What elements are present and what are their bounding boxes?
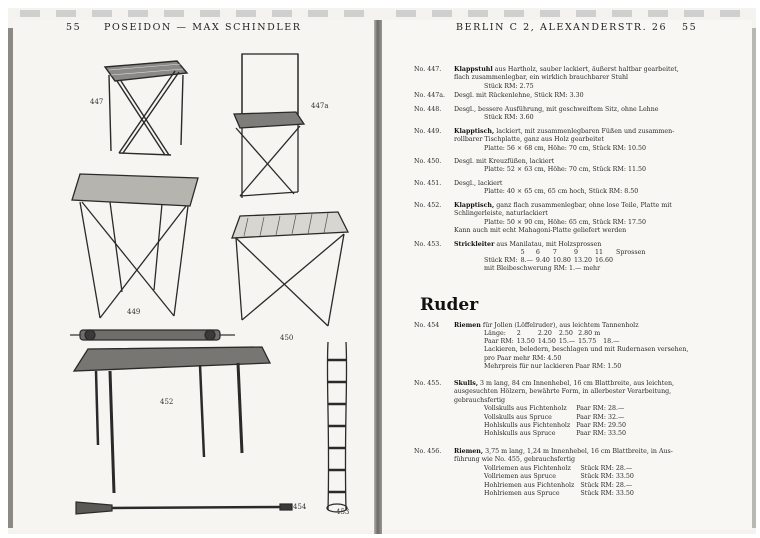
oar-454-illustration [74,498,294,516]
variant-price: Stück RM: 33.50 [580,490,634,498]
pair-price: 14.50 [537,338,556,346]
item-title: Riemen, [454,448,484,455]
sprossen-count: 6 [535,249,540,257]
ladder-note: mit Bleibeschwerung RM: 1.— mehr [484,265,601,273]
item-price: Platte: 40 × 65 cm, 65 cm hoch, Stück RM: 8.50 [484,188,639,196]
fig-label-452: 452 [160,398,174,406]
item-desc: gebrauchsfertig [454,396,506,404]
folding-stool-447-illustration [95,55,195,165]
page-tab [684,10,704,17]
ladder-price: 9.40 [535,257,550,265]
sprossen-count: 7 [552,249,557,257]
page-tab [648,10,668,17]
page-tab [272,10,292,17]
page-tab [200,10,220,17]
variant-name: Vollskulls aus Fichtenholz [484,405,567,413]
page-tab [432,10,452,17]
item-desc: Desgl., bessere Ausführung, mit geschweiftem Sitz, ohne Lehne [454,106,659,113]
item-desc: 3 m lang, 84 cm Innenhebel, 16 cm Blattbreite, aus leichten, [480,380,675,387]
item-price: Stück RM: 2.75 [484,82,534,90]
page-tab [396,10,416,17]
item-title: Klapptisch, [454,202,495,209]
fig-label-450-text: 450 [280,334,294,342]
page-tab [92,10,112,17]
page-tab [540,10,560,17]
ladder-price: 16.60 [594,257,613,265]
ladder-price: 8.— [520,257,533,265]
oar-length: 2.20 [537,330,552,338]
fig-label-447: 447 [90,98,104,106]
entry-453 [414,241,714,274]
item-desc: lackiert, mit zusammenlegbaren Füßen und zusammen- [496,128,675,135]
oar-length-table [484,330,622,346]
variant-name: Vollskulls aus Spruce [484,413,552,421]
rope-ladder-453-illustration [322,340,352,515]
entry-451 [414,180,714,197]
variant-name: Hohlskulls aus Spruce [484,430,556,438]
item-number: No. 452. [414,202,442,209]
item-desc: Schlingerleiste, naturlackiert [454,210,548,218]
entry-448 [414,106,714,123]
variant-price: Stück RM: 28.— [580,464,633,472]
book-spine [374,20,382,534]
variant-name: Hohlriemen aus Fichtenholz [484,481,575,489]
page-tab [504,10,524,17]
length-label: Länge: [484,330,506,338]
skulls-price-table [484,405,632,439]
entry-447 [414,66,714,91]
item-number: No. 448. [414,106,442,113]
item-desc: führung wie No. 455, gebrauchsfertig [454,456,576,464]
sprossen-count: 11 [594,249,603,257]
variant-name: Vollriemen aus Spruce [484,473,556,481]
right-page-header: BERLIN C 2, ALEXANDERSTR. 26 [456,22,668,33]
pair-price: 15.— [558,338,576,346]
pair-price: 15.75 [578,338,597,346]
section-title-ruder: Ruder [420,295,479,315]
item-desc: für Jollen (Löffelruder), aus leichtem Tannenholz [482,322,639,329]
variant-price: Paar RM: 33.50 [576,430,627,438]
item-number: No. 447. [414,66,442,73]
oar-length: 2.50 [558,330,573,338]
price-label: Stück RM: [484,257,518,265]
item-desc: Mehrpreis für nur lackieren Paar RM: 1.50 [484,363,622,371]
item-title: Skulls, [454,380,479,387]
ladder-price-table [484,249,648,265]
page-tab [468,10,488,17]
folding-chair-447a-illustration [228,52,308,202]
folding-table-449-illustration [70,172,205,322]
item-desc: flach zusammenlegbar, ein wirklich brauchbarer Stuhl [454,74,629,82]
variant-price: Paar RM: 29.50 [576,422,627,430]
fig-label-454: 454 [293,503,307,511]
item-price: Platte: 56 × 68 cm, Höhe: 70 cm, Stück RM: 10.50 [484,144,647,152]
item-number: No. 455. [414,380,442,387]
page-tab [344,10,364,17]
item-title: Riemen [454,322,481,329]
item-number: No. 449. [414,128,442,135]
riemen-price-table [484,465,640,499]
item-desc: pro Paar mehr RM: 4.50 [484,354,562,362]
item-desc: rollbarer Tischplatte, ganz aus Holz gearbeitet [454,136,604,144]
pair-price: 18.— [603,338,620,346]
item-desc: Lackieren, beledern, beschlagen und mit Rudernasen versehen, [484,346,689,354]
entry-447a [414,92,714,100]
page-tab [308,10,328,17]
item-desc: aus Hartholz, sauber lackiert, äußerst haltbar gearbeitet, [494,66,679,73]
ladder-price: 10.80 [552,257,571,265]
variant-name: Hohlskulls aus Fichtenholz [484,422,571,430]
fig-label-453: 453 [336,508,350,516]
variant-price: Paar RM: 28.— [576,405,625,413]
right-page-number: 55 [682,22,698,33]
fig-label-447a: 447a [311,102,329,110]
item-title: Klappstuhl [454,66,493,73]
page-tab [720,10,740,17]
item-number: No. 451. [414,180,442,187]
variant-price: Stück RM: 28.— [580,481,633,489]
rolled-tabletop-illustration [70,325,235,345]
variant-price: Stück RM: 33.50 [580,473,634,481]
item-desc: 3,75 m lang, 1,24 m Innenhebel, 16 cm Blattbreite, in Aus- [485,448,673,455]
page-tab [20,10,40,17]
oar-length: 2.80 m [578,330,601,338]
page-tabs [8,8,756,20]
page-tab [56,10,76,17]
left-page-number: 55 [66,22,82,33]
item-title: Klapptisch, [454,128,495,135]
entry-455 [414,380,714,439]
left-page-header: POSEIDON — MAX SCHINDLER [104,22,302,33]
page-tab [612,10,632,17]
item-price: Platte: 50 × 90 cm, Höhe: 65 cm, Stück RM: 17.50 [484,218,647,226]
item-price: Platte: 52 × 63 cm, Höhe: 70 cm, Stück RM: 11.50 [484,166,647,174]
right-edge-shadow [752,28,756,528]
sprossen-count: 9 [573,249,578,257]
item-desc: Desgl. mit Kreuzfüßen, lackiert [454,158,555,165]
item-price: Stück RM: 3.60 [484,114,534,122]
item-number: No. 456. [414,448,442,455]
page-tab [128,10,148,17]
pair-price: 13.50 [516,338,535,346]
entry-456 [414,448,714,498]
item-desc: Desgl. mit Rückenlehne, Stück RM: 3.30 [454,92,584,99]
item-desc: aus Manilatau, mit Holzsprossen [496,241,602,248]
folding-table-452-illustration [70,345,270,500]
variant-name: Vollriemen aus Fichtenholz [484,464,571,472]
entry-449 [414,128,714,153]
item-desc: ausgesuchten Hölzern, bewährte Form, in allerbester Verarbeitung, [454,388,672,396]
item-title: Strickleiter [454,241,495,248]
item-number: No. 447a. [414,92,445,99]
ladder-price: 13.20 [573,257,592,265]
folding-table-450-illustration [228,210,353,330]
item-number: No. 453. [414,241,442,248]
item-desc: ganz flach zusammenlegbar, ohne lose Teile, Platte mit [496,202,672,209]
item-note: Kann auch mit echt Mahagoni-Platte geliefert werden [454,227,627,235]
page-tab [576,10,596,17]
pair-price-label: Paar RM: [484,338,514,346]
variant-price: Paar RM: 32.— [576,413,625,421]
sprossen-label: Sprossen [616,249,646,257]
left-edge-shadow [8,28,13,528]
entry-452 [414,202,714,236]
page-tab [236,10,256,17]
fig-label-449: 449 [127,308,141,316]
entry-454 [414,322,714,372]
page-tab [164,10,184,17]
item-desc: Desgl., lackiert [454,180,503,187]
item-number: No. 450. [414,158,442,165]
variant-name: Hohlriemen aus Spruce [484,490,560,498]
entry-450 [414,158,714,175]
sprossen-count: 5 [520,249,525,257]
oar-length: 2 [516,330,521,338]
item-number: No. 454 [414,322,440,329]
